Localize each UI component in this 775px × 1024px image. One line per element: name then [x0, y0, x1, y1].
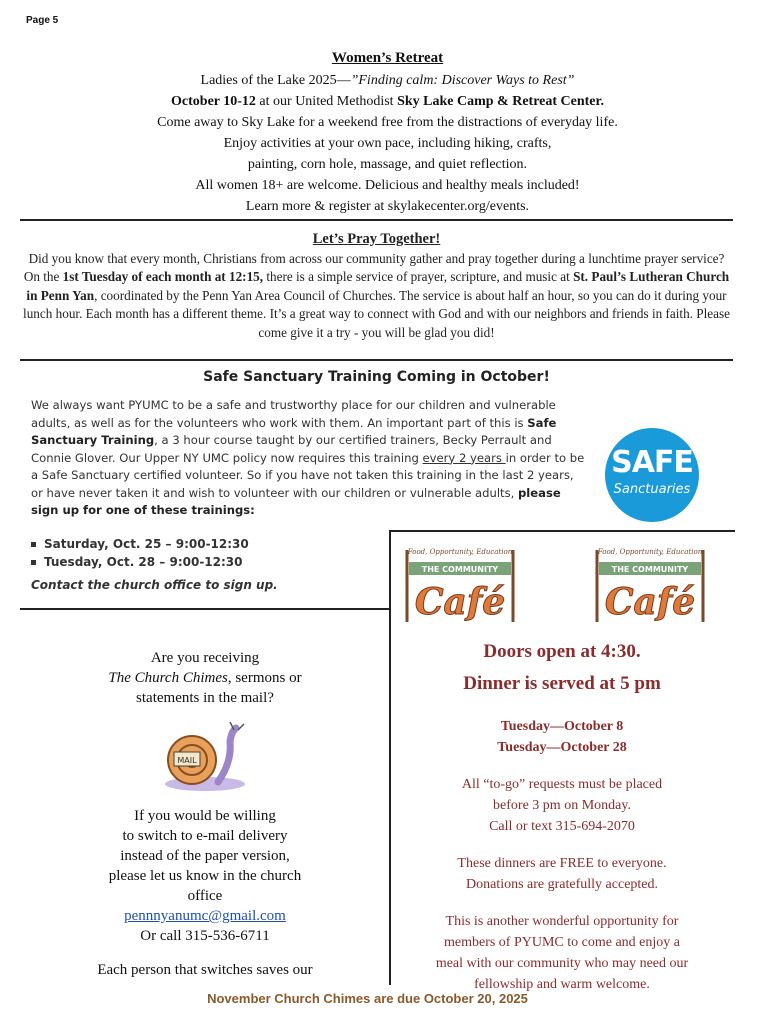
community-cafe-section [392, 636, 732, 995]
svg-text:THE COMMUNITY: THE COMMUNITY [421, 565, 499, 574]
safe-sanctuaries-logo: SAFE Sanctuaries [605, 428, 699, 522]
cafe-logos [392, 542, 735, 632]
footer-note: November Church Chimes are due October 20, 2025 [207, 991, 528, 1006]
retreat-line-2: October 10-12 at our United Methodist Sky Lake Camp & Retreat Center. [171, 94, 604, 109]
column-divider [389, 530, 391, 985]
training-list [31, 535, 249, 571]
dinner-time: Dinner is served at 5 pm [463, 673, 661, 694]
divider [20, 608, 390, 610]
safe-sanctuary-title: Safe Sanctuary Training Coming in October! [203, 369, 550, 385]
retreat-line-6: All women 18+ are welcome. Delicious and healthy meals included! [195, 178, 580, 193]
svg-text:Café: Café [414, 581, 506, 623]
list-item: Tuesday, Oct. 28 – 9:00-12:30 [31, 553, 249, 571]
mail-line: please let us know in the church [108, 868, 302, 884]
email-delivery-section [40, 648, 370, 980]
mail-line: If you would be willing [134, 808, 276, 824]
divider [20, 359, 733, 361]
community-cafe-logo [395, 542, 525, 630]
retreat-title: Women’s Retreat [331, 50, 444, 66]
doors-open: Doors open at 4:30. [483, 641, 641, 662]
pray-together-section [20, 230, 733, 342]
svg-text:THE COMMUNITY: THE COMMUNITY [611, 565, 689, 574]
mail-question-2: The Church Chimes, sermons or [108, 670, 302, 686]
mail-line: office [187, 888, 223, 904]
mail-line: instead of the paper version, [120, 848, 290, 864]
divider [20, 219, 733, 221]
svg-text:Food, Opportunity, Education: Food, Opportunity, Education [597, 548, 703, 556]
svg-text:Café: Café [604, 581, 696, 623]
divider [389, 530, 735, 532]
pray-body: Did you know that every month, Christians from across our community gather and pray together during a lunchtime prayer service? On the 1st Tuesday of each month at 12:15, there is a simple service of prayer, scripture, and music at St. Paul’s Lutheran Church in Penn Yan, coordinated by the Penn Yan Area Council of Churches. The service is about half an hour, so you can do it during your lunch hour. Each month has a different theme. It’s a great way to connect with God and with our neighbors and friends in faith. Please come give it a try - you will be glad you did! [23, 250, 730, 340]
email-link[interactable]: pennnyanumc@gmail.com [124, 908, 286, 924]
phone-line: Or call 315-536-6711 [140, 928, 270, 944]
svg-text:Food, Opportunity, Education: Food, Opportunity, Education [407, 548, 513, 556]
contact-note: Contact the church office to sign up. [31, 578, 278, 592]
mail-line: to switch to e-mail delivery [122, 828, 288, 844]
retreat-line-3: Come away to Sky Lake for a weekend free from the distractions of everyday life. [157, 115, 618, 130]
cafe-dates: Tuesday—October 8 Tuesday—October 28 [497, 719, 627, 755]
mail-line: Each person that switches saves our [97, 962, 313, 978]
retreat-line-5: painting, corn hole, massage, and quiet reflection. [247, 157, 528, 172]
retreat-line-7: Learn more & register at skylakecenter.org/events. [245, 199, 530, 214]
free-info: These dinners are FREE to everyone. Donations are gratefully accepted. [457, 856, 667, 892]
togo-info: All “to-go” requests must be placed before 3 pm on Monday. Call or text 315-694-2070 [461, 777, 663, 834]
bullet-icon [31, 542, 36, 547]
pray-title: Let’s Pray Together! [312, 231, 441, 247]
mail-question-1: Are you receiving [150, 650, 260, 666]
community-cafe-logo [585, 542, 715, 630]
mail-snail-icon [160, 722, 250, 794]
opportunity-info: This is another wonderful opportunity for members of PYUMC to come and enjoy a meal with our community who may need our fellowship and warm welcome. [435, 914, 689, 992]
retreat-line-4: Enjoy activities at your own pace, including hiking, crafts, [223, 136, 552, 151]
list-item: Saturday, Oct. 25 – 9:00-12:30 [31, 535, 249, 553]
svg-text:MAIL: MAIL [177, 756, 197, 765]
bullet-icon [31, 560, 36, 565]
mail-question-3: statements in the mail? [136, 690, 274, 706]
page-number: Page 5 [26, 15, 59, 26]
retreat-line-1: Ladies of the Lake 2025—”Finding calm: Discover Ways to Rest” [200, 73, 575, 88]
womens-retreat-section [40, 48, 735, 217]
safe-sanctuary-body: We always want PYUMC to be a safe and trustworthy place for our children and vulnerable adults, as well as for the volunteers who work with them. An important part of this is Safe Sanctuary Training, a 3 hour course taught by our certified trainers, Becky Perrault and Connie Glover. Our Upper NY UMC policy now requires this training every 2 years in order to be a Safe Sanctuary certified volunteer. So if you have not taken this training in the last 2 years, or have never taken it and wish to volunteer with our children or vulnerable adults, please sign up for one of these trainings: [31, 398, 585, 517]
